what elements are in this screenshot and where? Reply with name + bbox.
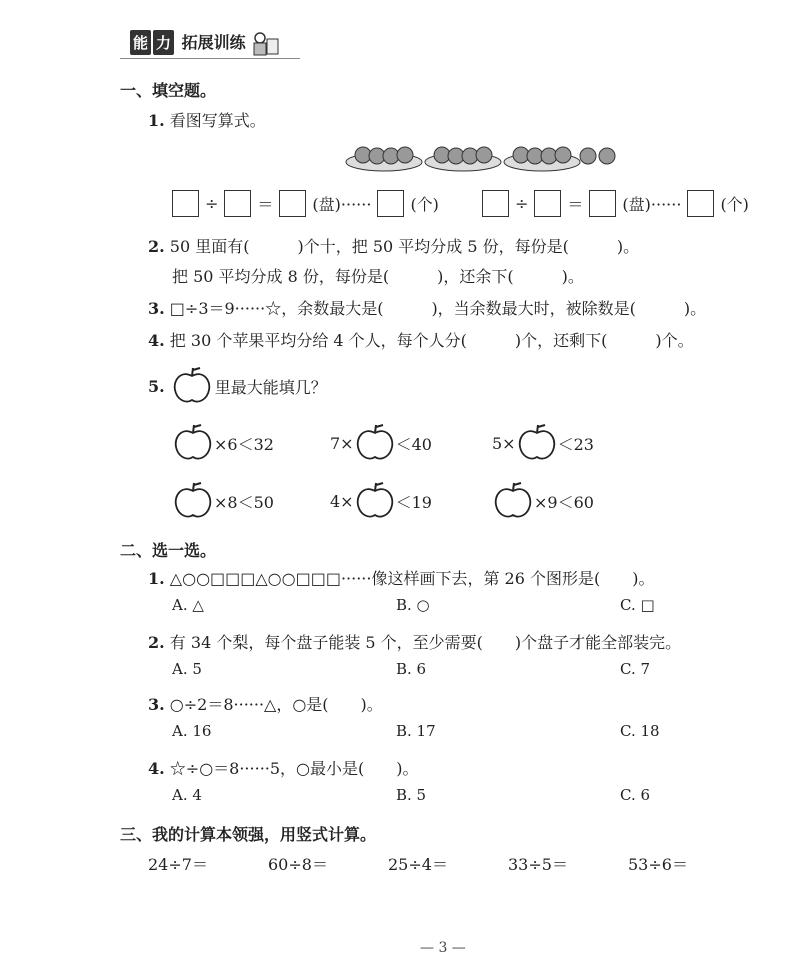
header-badge: 能 [130,30,151,55]
header-badge: 力 [153,30,174,55]
question-text: 看图写算式。 [169,111,266,130]
answer-box[interactable] [279,190,306,217]
question-number: 2. [148,237,165,256]
apple-answer-blank[interactable] [172,422,214,464]
question-number: 1. [148,569,165,588]
apple-inequality [492,422,594,464]
question-text: △○○□□□△○○□□□······像这样画下去，第 26 个图形是( )。 [169,569,655,588]
loose-apple [599,148,615,164]
choice-question [148,630,681,653]
inequality-prefix: 7× [330,433,354,453]
inequality-prefix: 5× [492,433,516,453]
page-number: — 3 — [420,940,466,956]
header-divider [120,58,300,59]
equation-left [172,190,439,217]
answer-option[interactable]: A. 16 [172,722,212,740]
question-number: 5. [148,376,165,396]
inequality-suffix: ×9＜60 [534,492,594,512]
answer-option[interactable]: B. ○ [396,596,430,614]
inequality-suffix: ×8＜50 [214,492,274,512]
question-number: 2. [148,633,165,652]
division-problem: 60÷8＝ [268,855,328,874]
question-text: 把 30 个苹果平均分给 4 个人，每个人分( )个，还剩下( )个。 [169,331,694,350]
division-problem: 24÷7＝ [148,855,208,874]
answer-option[interactable]: B. 5 [396,786,427,804]
divide-sign: ÷ [515,194,529,213]
divide-sign: ÷ [205,194,219,213]
answer-option[interactable]: C. 6 [620,786,651,804]
inequality-suffix: ＜23 [557,434,594,454]
page-header [130,30,281,57]
answer-option[interactable]: C. 7 [620,660,651,678]
answer-box[interactable] [377,190,404,217]
apple-inequality [172,422,274,464]
question-text: 50 里面有( )个十，把 50 平均分成 5 份，每份是( )。 [169,237,640,256]
answer-box[interactable] [172,190,199,217]
answer-box[interactable] [482,190,509,217]
apple-inequality [172,480,274,522]
question-number: 4. [148,331,165,350]
answer-option[interactable]: B. 17 [396,722,436,740]
section-title: 一、填空题。 [120,81,217,100]
inequality-suffix: ×6＜32 [214,434,274,454]
equation-right [482,190,749,217]
division-problem: 25÷4＝ [388,855,448,874]
loose-apple [580,148,596,164]
equals-sign: ＝ [567,195,584,214]
division-problem: 33÷5＝ [508,855,568,874]
apple-answer-blank[interactable] [516,422,558,464]
section-title: 三、我的计算本领强，用竖式计算。 [120,825,377,844]
apple-plates-illustration [345,140,620,176]
question-text: ☆÷○＝8······5，○最小是( )。 [169,759,419,778]
unit-label: (盘)······ [312,195,372,214]
question-3 [148,296,706,319]
unit-label: (个) [720,195,749,214]
choice-question [148,756,419,779]
choice-question [148,692,383,715]
apple-answer-blank[interactable] [172,480,214,522]
division-problem: 53÷6＝ [628,855,688,874]
apple-answer-blank[interactable] [354,480,396,522]
apple-inequality [330,480,432,522]
question-1 [148,108,266,131]
inequality-suffix: ＜19 [395,492,432,512]
answer-option[interactable]: A. 5 [172,660,202,678]
question-number: 3. [148,299,165,318]
answer-option[interactable]: C. □ [620,596,655,614]
answer-box[interactable] [589,190,616,217]
apple-icon [171,366,213,406]
answer-option[interactable]: A. 4 [172,786,202,804]
choice-question [148,566,655,589]
inequality-suffix: ＜40 [395,434,432,454]
section-title: 二、选一选。 [120,541,217,560]
question-2 [148,234,639,257]
answer-box[interactable] [534,190,561,217]
question-4 [148,328,694,351]
unit-label: (盘)······ [622,195,682,214]
plate [346,147,422,171]
header-title: 拓展训练 [181,33,246,52]
question-text: 里最大能填几？ [214,377,327,397]
question-text: 有 34 个梨，每个盘子能装 5 个，至少需要( )个盘子才能全部装完。 [169,633,682,652]
question-number: 4. [148,759,165,778]
apple-inequality [330,422,432,464]
plate [425,147,501,171]
question-5 [148,366,327,406]
question-number: 1. [148,111,165,130]
reader-icon [251,31,281,57]
unit-label: (个) [410,195,439,214]
question-text: ○÷2＝8······△，○是( )。 [169,695,383,714]
question-2-line2: 把 50 平均分成 8 份，每份是( )，还余下( )。 [172,267,584,286]
answer-option[interactable]: C. 18 [620,722,660,740]
apple-inequality [492,480,594,522]
inequality-prefix: 4× [330,491,354,511]
equals-sign: ＝ [257,195,274,214]
answer-box[interactable] [687,190,714,217]
answer-option[interactable]: B. 6 [396,660,427,678]
question-number: 3. [148,695,165,714]
apple-answer-blank[interactable] [492,480,534,522]
question-text: □÷3＝9······☆，余数最大是( )，当余数最大时，被除数是( )。 [169,299,707,318]
apple-answer-blank[interactable] [354,422,396,464]
answer-box[interactable] [224,190,251,217]
answer-option[interactable]: A. △ [172,596,204,614]
plate [504,147,580,171]
